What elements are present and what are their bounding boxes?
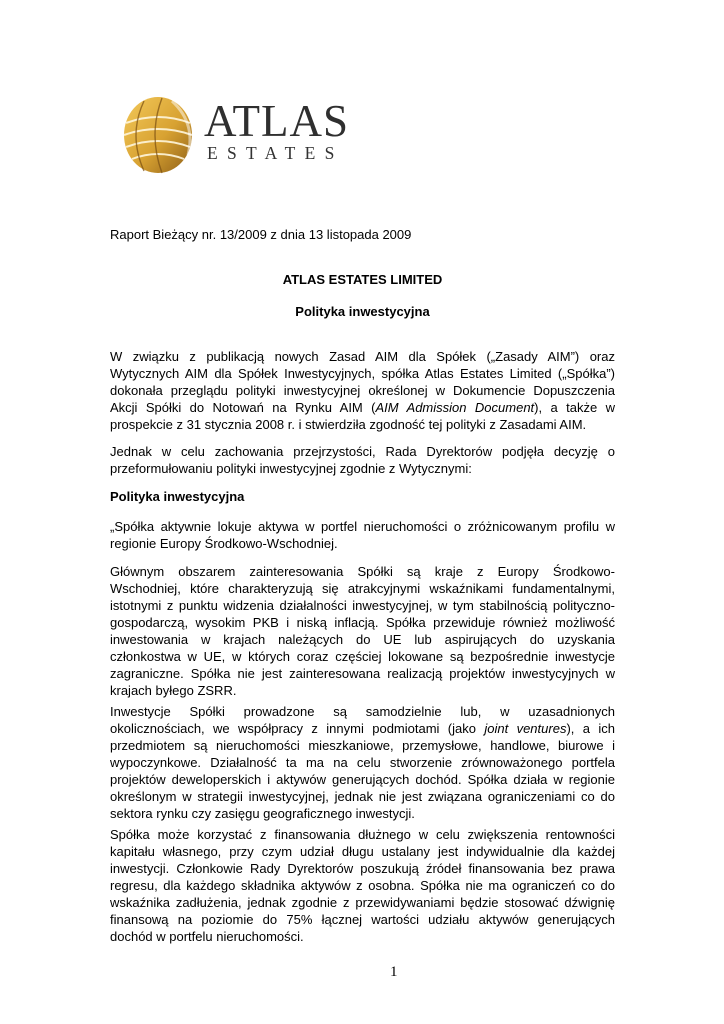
text-line: określonym w strategii inwestycyjnej, jednak nie jest związana ograniczeniami co do bbox=[110, 789, 615, 804]
text-line: gospodarczą, wysokim PKB i niską inflacją. Spółka przewiduje również możliwość bbox=[110, 615, 615, 630]
text-line: prospekcie z 31 stycznia 2008 r. i stwierdziła zgodność tej polityki z Zasadami AIM. bbox=[110, 417, 587, 432]
text-line: przedmiotem są nieruchomości mieszkaniowe, przemysłowe, handlowe, biurowe i bbox=[110, 738, 615, 753]
logo-subname: ESTATES bbox=[207, 143, 344, 163]
text-line: Wytycznych AIM dla Spółek Inwestycyjnych, spółka Atlas Estates Limited („Spółka”) bbox=[110, 366, 615, 381]
text-segment: Akcji Spółki do Notowań na Rynku AIM ( bbox=[110, 400, 376, 415]
text-line: inwestowania w krajach należących do UE lub aspirujących do uzyskania bbox=[110, 632, 615, 647]
text-line: wypoczynkowe. Działalność ta ma na celu stworzenie zrównoważonego portfela bbox=[110, 755, 615, 770]
board-decision-paragraph bbox=[110, 443, 615, 477]
text-line-mixed bbox=[110, 399, 615, 416]
text-line: sektora rynku czy zasięgu geograficznego inwestycji. bbox=[110, 806, 415, 821]
italic-term: AIM Admission Document bbox=[375, 400, 535, 415]
text-line: inwestycji. Członkowie Rady Dyrektorów poszukują źródeł finansowania bez prawa bbox=[110, 861, 615, 876]
text-line: Głównym obszarem zainteresowania Spółki są kraje z Europy Środkowo- bbox=[110, 564, 615, 579]
atlas-estates-logo bbox=[118, 93, 358, 183]
policy-paragraph-2 bbox=[110, 703, 615, 822]
doc-title: Polityka inwestycyjna bbox=[295, 304, 430, 319]
text-line: „Spółka aktywnie lokuje aktywa w portfel nieruchomości o zróżnicowanym profilu w bbox=[110, 519, 615, 534]
text-line: regionie Europy Środkowo-Wschodniej. bbox=[110, 536, 338, 551]
globe-icon bbox=[118, 93, 198, 177]
text-line: członkostwa w UE, w których coraz częściej lokowane są bezpośrednie inwestycje bbox=[110, 649, 615, 664]
report-line: Raport Bieżący nr. 13/2009 z dnia 13 listopada 2009 bbox=[110, 227, 412, 242]
company-title: ATLAS ESTATES LIMITED bbox=[282, 272, 443, 287]
text-line: regresu, dla każdego składnika aktywów z osobna. Spółka nie ma ograniczeń co do bbox=[110, 878, 615, 893]
text-line: dokonała przeglądu polityki inwestycyjnej określonej w Dokumencie Dopuszczenia bbox=[110, 383, 615, 398]
intro-paragraph bbox=[110, 348, 615, 433]
text-line: Inwestycje Spółki prowadzone są samodzielnie lub, w uzasadnionych bbox=[110, 704, 615, 719]
policy-paragraph-1 bbox=[110, 563, 615, 699]
text-line: Wschodniej, które charakteryzują się atrakcyjnymi wskaźnikami fundamentalnymi, bbox=[110, 581, 615, 596]
text-line-mixed bbox=[110, 720, 615, 737]
text-line: krajach byłego ZSRR. bbox=[110, 683, 237, 698]
text-line: Spółka może korzystać z finansowania dłużnego w celu zwiększenia rentowności bbox=[110, 827, 615, 842]
text-line: kapitału własnego, przy czym udział długu ustalany jest indywidualnie dla każdej bbox=[110, 844, 615, 859]
text-line: przeformułowaniu polityki inwestycyjnej zgodnie z Wytycznymi: bbox=[110, 461, 472, 476]
text-line: istotnymi z punktu widzenia działalności inwestycyjnej, w tym stabilnością polityczno- bbox=[110, 598, 615, 613]
text-line: dochód w portfelu nieruchomości. bbox=[110, 929, 304, 944]
italic-term: joint ventures bbox=[484, 721, 567, 736]
page-number: 1 bbox=[390, 964, 398, 980]
text-line: projektów deweloperskich i aktywów generujących dochód. Spółka działa w regionie bbox=[110, 772, 615, 787]
text-segment: ), a także w bbox=[534, 400, 616, 415]
policy-intro bbox=[110, 518, 615, 552]
section-heading: Polityka inwestycyjna bbox=[110, 489, 245, 504]
text-line: Jednak w celu zachowania przejrzystości, Rada Dyrektorów podjęła decyzję o bbox=[110, 444, 615, 459]
text-line: wskaźnika zadłużenia, jednak zgodnie z przewidywaniami będzie stosować dźwignię bbox=[110, 895, 615, 910]
text-segment: okolicznościach, we współpracy z innymi podmiotami (jako bbox=[110, 721, 485, 736]
policy-paragraph-3 bbox=[110, 826, 615, 945]
text-line: W związku z publikacją nowych Zasad AIM dla Spółek („Zasady AIM”) oraz bbox=[110, 349, 615, 364]
text-segment: ), a ich bbox=[566, 721, 615, 736]
text-line: finansową na poziomie do 75% łącznej wartości udziału aktywów generujących bbox=[110, 912, 615, 927]
text-line: zagraniczne. Spółka nie jest zainteresowana realizacją projektów inwestycyjnych w bbox=[110, 666, 615, 681]
logo-name: ATLAS bbox=[204, 96, 350, 146]
